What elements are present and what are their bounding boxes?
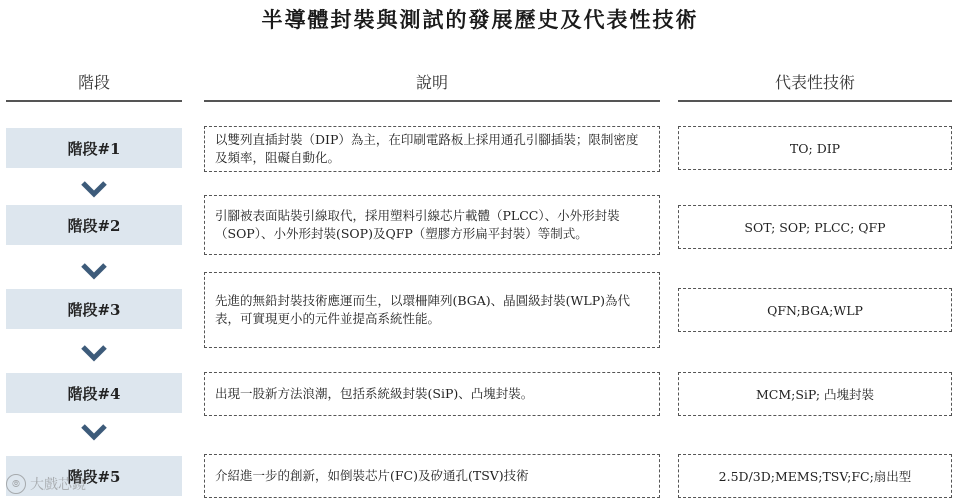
stage-description-text: 先進的無鉛封裝技術應運而生，以環柵陣列(BGA)、晶圓級封裝(WLP)為代表，可實現更小的元件並提高系統性能。 (215, 293, 630, 326)
watermark-text: 大戲芯鏡 (30, 477, 86, 493)
column-header-technology: 代表性技術 (774, 73, 855, 92)
stage-technology-text: TO; DIP (789, 140, 841, 156)
chevron-down-icon (81, 181, 107, 199)
chevron-down-icon (81, 263, 107, 281)
chevron-down-icon (81, 424, 107, 442)
stage-technology (678, 454, 952, 498)
stage-technology (678, 126, 952, 170)
page-title: 半導體封裝與測試的發展歷史及代表性技術 (261, 8, 699, 32)
stage-technology-text: MCM;SiP; 凸塊封裝 (755, 387, 875, 402)
stage-label: 階段#1 (6, 128, 182, 168)
stage-label: 階段#4 (6, 373, 182, 413)
stage-description-text: 以雙列直插封裝（DIP）為主，在印刷電路板上採用通孔引腳插裝；限制密度及頻率，阻礙自動化。 (215, 132, 639, 165)
stage-technology (678, 205, 952, 249)
header-rule-technology (678, 100, 952, 102)
watermark-logo-icon: ⦾ (6, 474, 26, 494)
stage-description-text: 引腳被表面貼裝引線取代，採用塑料引線芯片載體（PLCC）、小外形封裝（SOP）、小外形封裝(SOP)及QFP（塑膠方形扁平封裝）等制式。 (215, 208, 620, 241)
header-rule-stage (6, 100, 182, 102)
stage-label: 階段#5 (6, 456, 182, 496)
stage-technology (678, 372, 952, 416)
header-rule-description (204, 100, 660, 102)
stage-technology-text: QFN;BGA;WLP (767, 302, 863, 318)
stage-description (204, 454, 660, 498)
watermark (6, 474, 86, 494)
column-header-stage: 階段 (77, 73, 110, 92)
chevron-down-icon (81, 345, 107, 363)
stage-technology-text: SOT; SOP; PLCC; QFP (744, 219, 886, 235)
stage-label: 階段#2 (6, 205, 182, 245)
stage-label: 階段#3 (6, 289, 182, 329)
stage-description (204, 195, 660, 255)
stage-technology-text: 2.5D/3D;MEMS;TSV;FC;扇出型 (718, 469, 912, 484)
stage-description-text: 介紹進一步的創新，如倒裝芯片(FC)及矽通孔(TSV)技術 (215, 468, 529, 483)
stage-description (204, 126, 660, 172)
stage-technology (678, 288, 952, 332)
column-header-description: 說明 (415, 73, 448, 92)
stage-description (204, 372, 660, 416)
stage-description-text: 出現一股新方法浪潮，包括系統級封裝(SiP)、凸塊封裝。 (215, 386, 534, 401)
stage-description (204, 272, 660, 348)
